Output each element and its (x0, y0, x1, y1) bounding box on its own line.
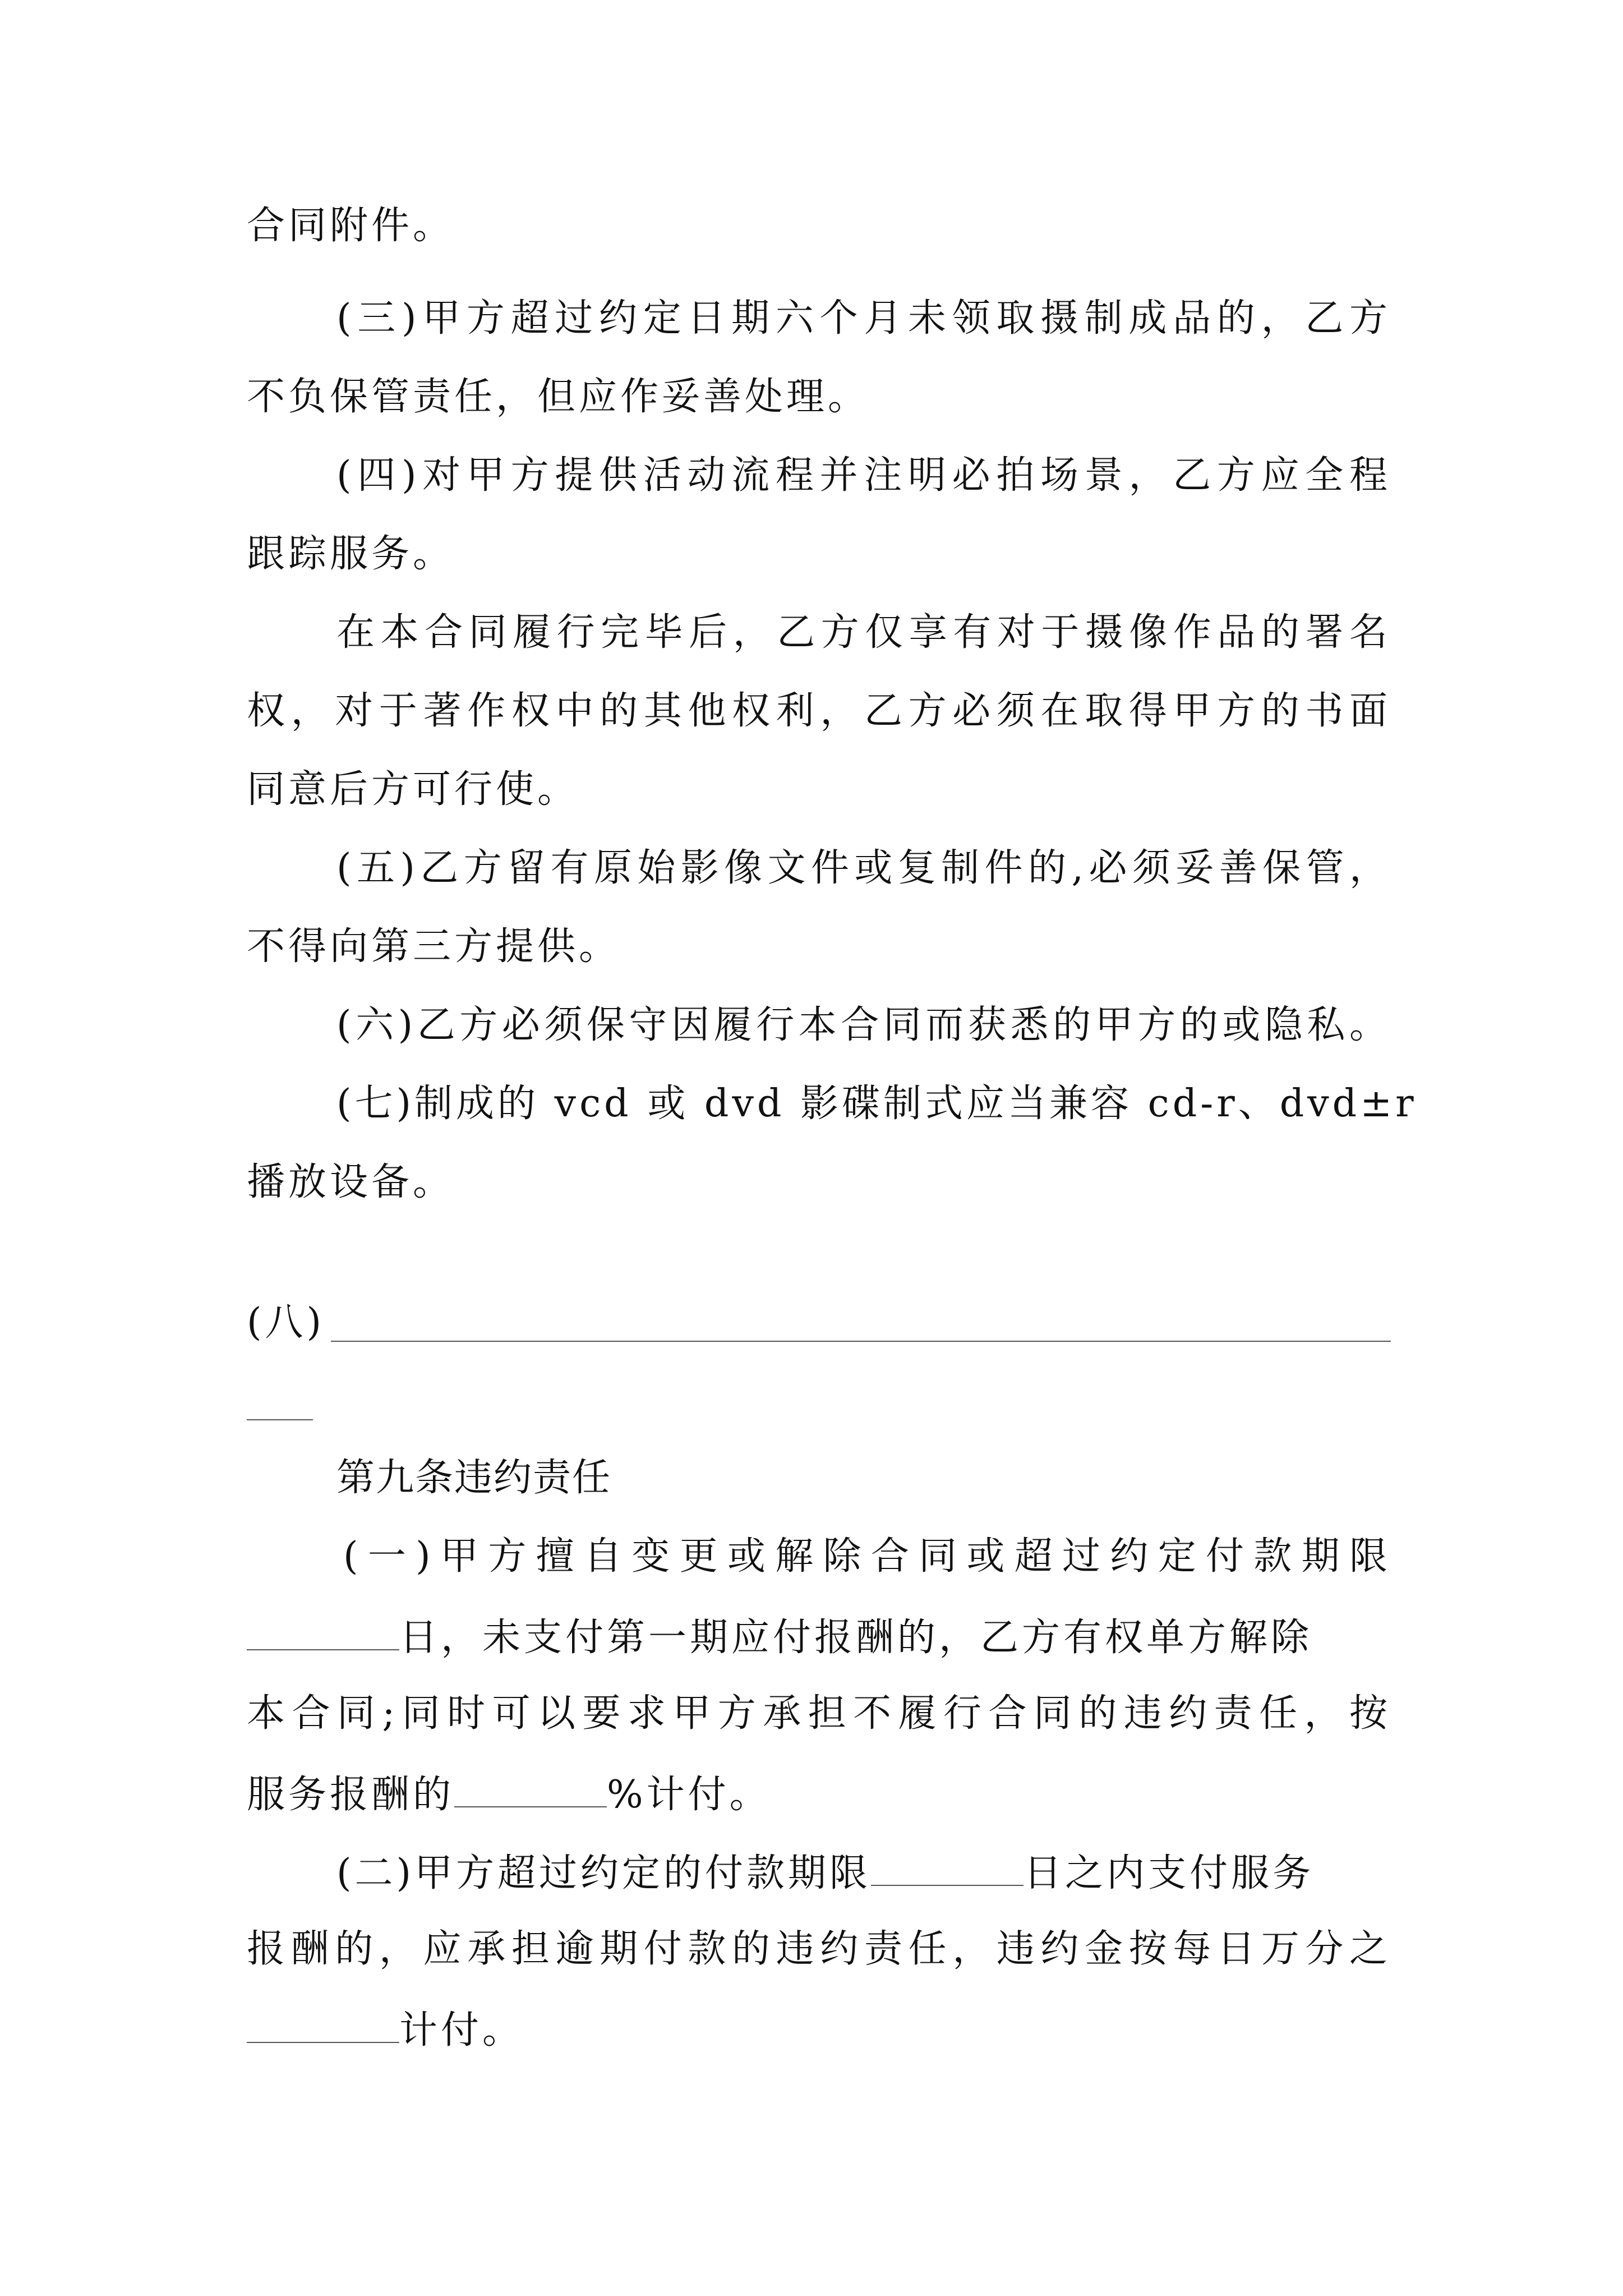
text-line: 日，未支付第一期应付报酬的，乙方有权单方解除 (247, 1610, 1312, 1663)
text-line: (五)乙方留有原始影像文件或复制件的,必须妥善保管， (336, 846, 1391, 890)
text-line: (一)甲方擅自变更或解除合同或超过约定付款期限 (343, 1534, 1391, 1579)
text-line: 合同附件。 (247, 204, 455, 248)
text-line: (四)对甲方提供活动流程并注明必拍场景，乙方应全程 (336, 453, 1391, 498)
fill-in-blank (454, 1767, 607, 1807)
text-line: 在本合同履行完毕后，乙方仅享有对于摄像作品的署名 (336, 610, 1391, 655)
item-8-line (247, 1297, 325, 1348)
section-heading: 第九条违约责任 (336, 1456, 612, 1500)
text-line: (七)制成的 vcd 或 dvd 影碟制式应当兼容 cd-r、dvd±r (336, 1082, 1417, 1126)
text-line: (二)甲方超过约定的付款期限 日之内支付服务 (336, 1846, 1314, 1899)
text-line: (三)甲方超过约定日期六个月未领取摄制成品的，乙方 (336, 296, 1391, 341)
item-8-blank-line-continued (247, 1419, 313, 1420)
text-line: (六)乙方必须保守因履行本合同而获悉的甲方的或隐私。 (336, 1003, 1391, 1047)
fill-in-blank (247, 2003, 399, 2043)
text-line: 计付。 (247, 2003, 524, 2056)
text-line: 不负保管责任，但应作妥善处理。 (247, 375, 870, 419)
text-line: 报酬的，应承担逾期付款的违约责任，违约金按每日万分之 (247, 1927, 1391, 1971)
text-line: 本合同;同时可以要求甲方承担不履行合同的违约责任，按 (247, 1691, 1391, 1736)
text-line: 播放设备。 (247, 1160, 455, 1204)
item-8-label: (八) (247, 1300, 325, 1345)
text-line: 权，对于著作权中的其他权利，乙方必须在取得甲方的书面 (247, 689, 1391, 733)
text-line: 同意后方可行使。 (247, 767, 579, 812)
fill-in-blank (871, 1846, 1023, 1886)
text-line: 服务报酬的 %计付。 (247, 1767, 771, 1820)
text-line: 不得向第三方提供。 (247, 924, 621, 969)
item-8-blank-line (331, 1341, 1391, 1342)
fill-in-blank (247, 1610, 399, 1650)
text-line: 跟踪服务。 (247, 532, 455, 576)
